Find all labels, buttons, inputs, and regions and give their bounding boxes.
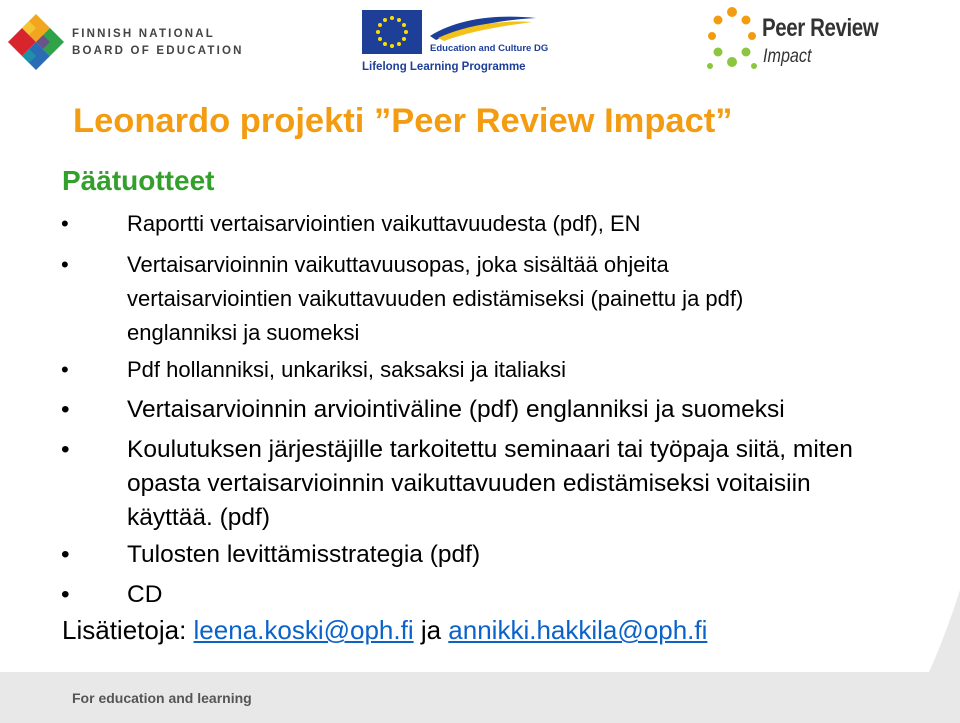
list-item-text: Tulosten levittämisstrategia (pdf) — [127, 541, 481, 568]
list-item-text: Vertaisarvioinnin vaikuttavuusopas, joka sisältää ohjeita vertaisarviointien vaikuttavuuden edistämiseksi (painettu ja pdf) englanniksi ja suomeksi — [127, 252, 744, 345]
bullet-icon: • — [61, 541, 70, 568]
finnish-national-board-of-education-logo — [6, 12, 246, 72]
eu-flag-icon — [362, 10, 422, 54]
bullet-icon: • — [61, 396, 70, 423]
footer-tagline: For education and learning — [72, 690, 252, 706]
eu-dg-label: Education and Culture DG — [430, 43, 549, 54]
fnbe-diamond-icon — [6, 12, 66, 72]
bullet-icon: • — [61, 252, 69, 277]
email-link-leena[interactable]: leena.koski@oph.fi — [193, 615, 414, 645]
bullet-icon: • — [61, 357, 69, 382]
section-heading: Päätuotteet — [62, 165, 215, 196]
contact-line — [62, 615, 707, 646]
list-item-text: Raportti vertaisarviointien vaikuttavuudesta (pdf), EN — [127, 211, 641, 236]
contact-label: Lisätietoja: — [62, 615, 194, 645]
bullet-icon: • — [61, 436, 70, 463]
email-link-annikki[interactable]: annikki.hakkila@oph.fi — [448, 615, 708, 645]
peer-review-impact-logo — [702, 4, 882, 76]
list-item-text: CD — [127, 581, 163, 608]
bullet-icon: • — [61, 211, 69, 236]
education-culture-swoosh-icon — [428, 12, 538, 42]
slide-title: Leonardo projekti ”Peer Review Impact” — [73, 102, 733, 140]
eu-lifelong-learning-logo — [362, 10, 549, 76]
peer-review-logo-title: Peer Review — [762, 14, 879, 42]
peer-review-sunburst-icon — [702, 4, 762, 76]
peer-review-logo-subtitle: Impact — [763, 46, 812, 67]
list-item-text: Pdf hollanniksi, unkariksi, saksaksi ja italiaksi — [127, 357, 566, 382]
fnbe-name-line2: BOARD OF EDUCATION — [72, 45, 244, 57]
fnbe-name-line1: FINNISH NATIONAL — [72, 28, 215, 40]
list-item-text: Koulutuksen järjestäjille tarkoitettu seminaari tai työpaja siitä, miten opasta vertaisarvioinnin vaikuttavuuden edistämiseksi voitaisiin käyttää. (pdf) — [127, 436, 853, 531]
lifelong-learning-label: Lifelong Learning Programme — [362, 61, 526, 73]
bullet-icon: • — [61, 581, 70, 608]
contact-joiner: ja — [413, 615, 449, 645]
list-item-text: Vertaisarvioinnin arviointiväline (pdf) englanniksi ja suomeksi — [127, 396, 785, 423]
